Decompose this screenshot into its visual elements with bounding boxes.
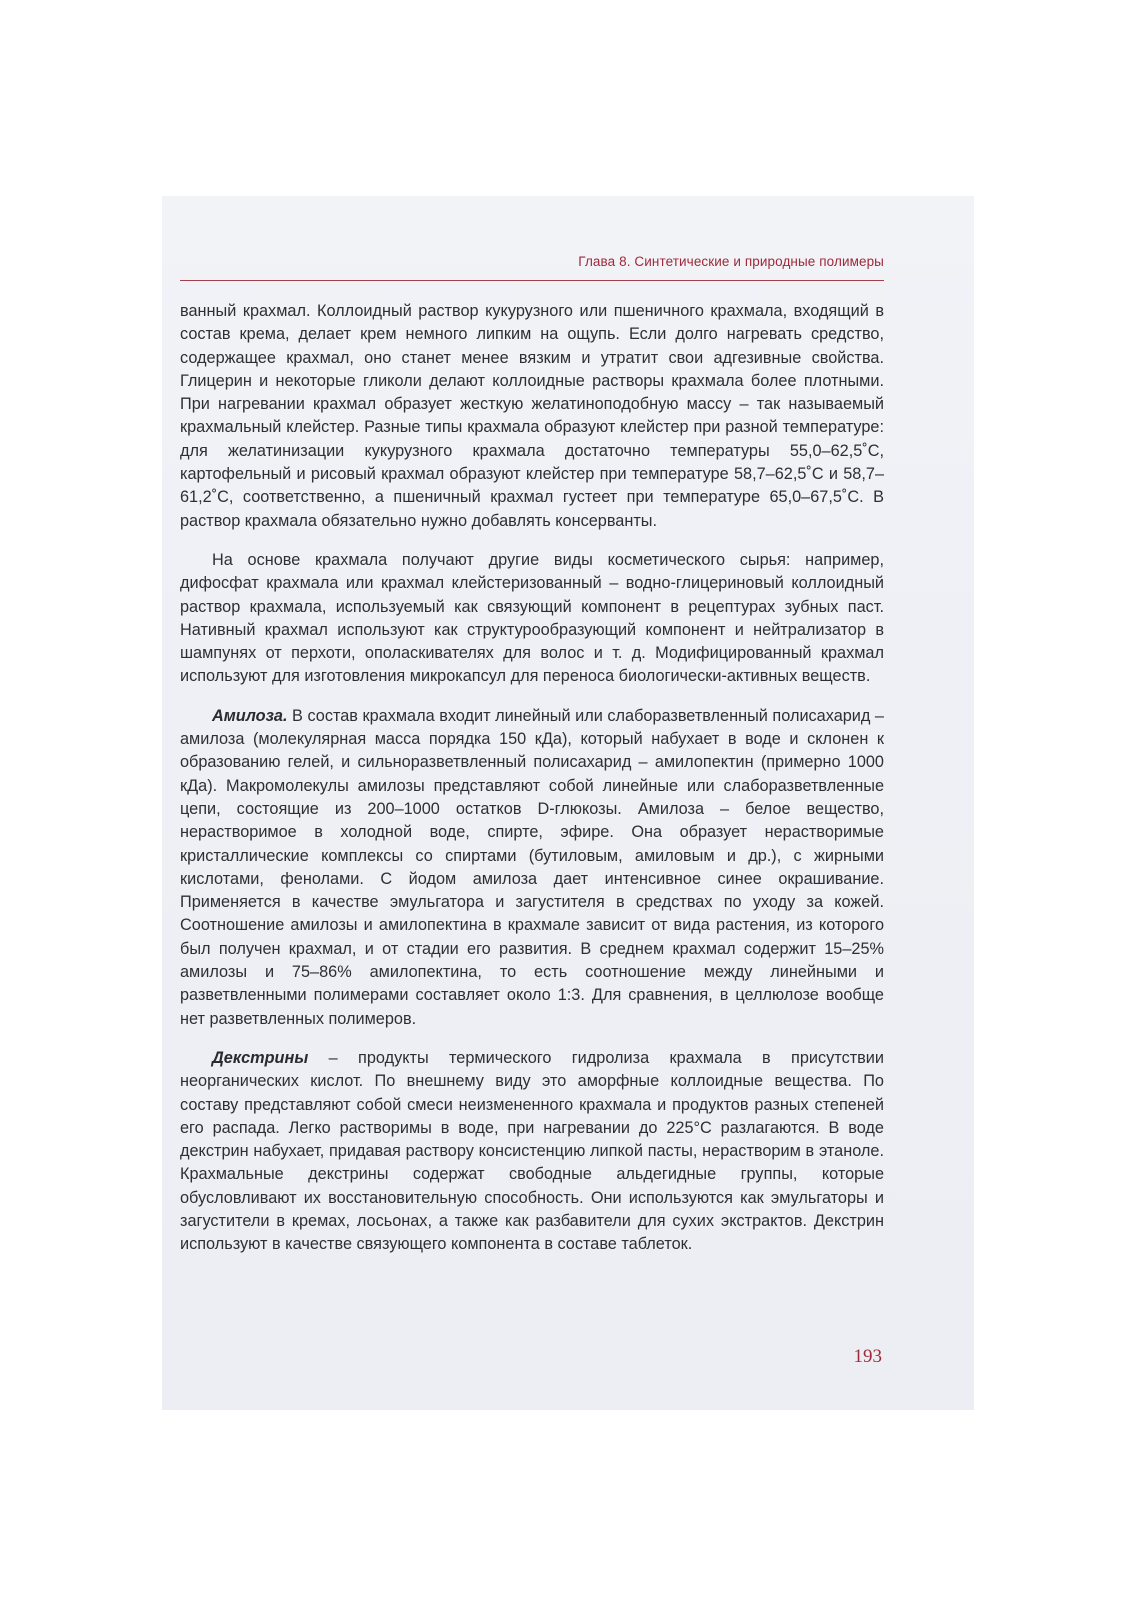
paragraph-dextrins	[180, 1047, 884, 1257]
paragraph-starch-continued	[180, 300, 884, 533]
paragraph-text: В состав крахмала входит линейный или слаборазветвленный полисахарид – амилоза (молекулярная масса порядка 150 кДа), который набухает в воде и склонен к образованию гелей, и сильноразветвленный полисахарид – амилопектин (примерно 1000 кДа). Макромолекулы амилозы представляют собой линейные или слаборазветвленные цепи, состоящие из 200–1000 остатков D-глюкозы. Амилоза – белое вещество, нерастворимое в холодной воде, спирте, эфире. Она образует нерастворимые кристаллические комплексы со спиртами (бутиловым, амиловым и др.), с жирными кислотами, фенолами. С йодом амилоза дает интенсивное синее окрашивание. Применяется в качестве эмульгатора и загустителя в средствах по уходу за кожей. Соотношение амилозы и амилопектина в крахмале зависит от вида растения, из которого был получен крахмал, и от стадии его развития. В среднем крахмал содержит 15–25% амилозы и 75–86% амилопектина, то есть соотношение между линейными и разветвленными полимерами составляет около 1:3. Для сравнения, в целлюлозе вообще нет разветвленных полимеров.	[180, 706, 884, 1028]
term-dextrins: Декстрины	[212, 1048, 309, 1067]
page-number: 193	[853, 1346, 882, 1367]
body-text	[180, 300, 884, 1273]
paragraph-text: На основе крахмала получают другие виды косметического сырья: например, дифосфат крахмала или крахмал клейстеризованный – водно-глицериновый коллоидный раствор крахмала, используемый как связующий компонент в рецептурах зубных паст. Нативный крахмал используют как структурообразующий компонент и нейтрализатор в шампунях от перхоти, ополаскивателях для волос и т. д. Модифицированный крахмал используют для изготовления микрокапсул для переноса биологически-активных веществ.	[180, 550, 884, 686]
paragraph-text: – продукты термического гидролиза крахмала в присутствии неорганических кислот. По внешнему виду это аморфные коллоидные вещества. По составу представляют собой смеси неизмененного крахмала и продуктов разных степеней его распада. Легко растворимы в воде, при нагревании до 225°С разлагаются. В воде декстрин набухает, придавая раствору консистенцию липкой пасты, нерастворим в этаноле. Крахмальные декстрины содержат свободные альдегидные группы, которые обусловливают их восстановительную способность. Они используются как эмульгаторы и загустители в кремах, лосьонах, а также как разбавители для сухих экстрактов. Декстрин используют в качестве связующего компонента в составе таблеток.	[180, 1048, 884, 1254]
running-header: Глава 8. Синтетические и природные полимеры	[578, 254, 884, 269]
paragraph-amylose	[180, 705, 884, 1031]
term-amylose: Амилоза.	[212, 706, 288, 725]
book-page	[162, 196, 974, 1410]
paragraph-starch-derivatives	[180, 549, 884, 689]
paragraph-text: ванный крахмал. Коллоидный раствор кукурузного или пшеничного крахмала, входящий в состав крема, делает крем немного липким на ощупь. Если долго нагревать средство, содержащее крахмал, оно станет менее вязким и утратит свои адгезивные свойства. Глицерин и некоторые гликоли делают коллоидные растворы крахмала более плотными. При нагревании крахмал образует жесткую желатиноподобную массу – так называемый крахмальный клейстер. Разные типы крахмала образуют клейстер при разной температуре: для желатинизации кукурузного крахмала достаточно температуры 55,0–62,5˚С, картофельный и рисовый крахмал образуют клейстер при температуре 58,7–62,5˚С и 58,7–61,2˚С, соответственно, а пшеничный крахмал густеет при температуре 65,0–67,5˚С. В раствор крахмала обязательно нужно добавлять консерванты.	[180, 302, 884, 530]
header-rule	[180, 280, 884, 281]
